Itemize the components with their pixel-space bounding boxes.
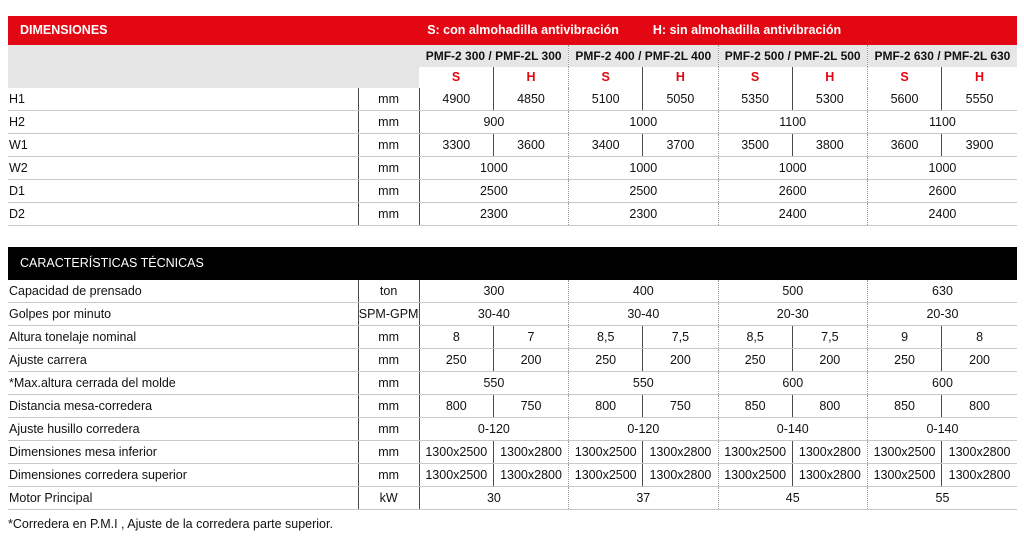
row-unit: ton	[358, 280, 419, 303]
row-label: Distancia mesa-corredera	[8, 395, 358, 418]
blank-header-cell	[358, 45, 419, 67]
row-label: Ajuste husillo corredera	[8, 418, 358, 441]
h-header: H	[643, 67, 718, 88]
value-cell: 800	[569, 395, 643, 418]
row-unit: mm	[358, 349, 419, 372]
table-row	[8, 280, 1017, 303]
table-row	[8, 464, 1017, 487]
value-cell: 5550	[942, 88, 1017, 111]
value-cell: 2400	[718, 203, 867, 226]
value-cell: 1300x2500	[718, 441, 792, 464]
h-header: H	[493, 67, 568, 88]
model-header: PMF-2 400 / PMF-2L 400	[569, 45, 718, 67]
value-cell: 500	[718, 280, 867, 303]
row-label: Capacidad de prensado	[8, 280, 358, 303]
row-unit: mm	[358, 441, 419, 464]
s-header: S	[867, 67, 941, 88]
value-cell: 300	[419, 280, 568, 303]
row-label: Motor Principal	[8, 487, 358, 510]
value-cell: 2400	[867, 203, 1017, 226]
value-cell: 1300x2500	[569, 464, 643, 487]
value-cell: 2300	[419, 203, 568, 226]
value-cell: 5100	[569, 88, 643, 111]
value-cell: 3500	[718, 134, 792, 157]
sh-legend	[419, 16, 1017, 45]
value-cell: 5600	[867, 88, 941, 111]
table-row	[8, 372, 1017, 395]
value-cell: 750	[643, 395, 718, 418]
row-label: W2	[8, 157, 358, 180]
value-cell: 250	[867, 349, 941, 372]
value-cell: 8	[419, 326, 493, 349]
value-cell: 600	[718, 372, 867, 395]
value-cell: 550	[569, 372, 718, 395]
row-label: Altura tonelaje nominal	[8, 326, 358, 349]
sh-header-row	[8, 67, 1017, 88]
value-cell: 1000	[419, 157, 568, 180]
table-row	[8, 88, 1017, 111]
row-unit: mm	[358, 418, 419, 441]
value-cell: 800	[419, 395, 493, 418]
value-cell: 1300x2500	[569, 441, 643, 464]
value-cell: 0-140	[867, 418, 1017, 441]
value-cell: 1000	[569, 111, 718, 134]
table-row	[8, 395, 1017, 418]
value-cell: 1000	[718, 157, 867, 180]
value-cell: 2600	[867, 180, 1017, 203]
value-cell: 750	[493, 395, 568, 418]
s-header: S	[569, 67, 643, 88]
dimensions-header-bar	[8, 16, 1017, 45]
value-cell: 8,5	[718, 326, 792, 349]
row-unit: mm	[358, 464, 419, 487]
value-cell: 1300x2500	[419, 464, 493, 487]
footnote: *Corredera en P.M.I , Ajuste de la corredera parte superior.	[8, 517, 333, 531]
s-header: S	[718, 67, 792, 88]
blank-header-cell	[8, 45, 358, 67]
value-cell: 30	[419, 487, 568, 510]
table-row	[8, 303, 1017, 326]
value-cell: 800	[792, 395, 867, 418]
technical-title: CARACTERÍSTICAS TÉCNICAS	[8, 247, 1017, 280]
value-cell: 200	[942, 349, 1017, 372]
dimensions-table	[8, 16, 1017, 226]
value-cell: 2500	[569, 180, 718, 203]
value-cell: 3300	[419, 134, 493, 157]
value-cell: 800	[942, 395, 1017, 418]
row-label: D2	[8, 203, 358, 226]
blank-header-cell	[358, 67, 419, 88]
technical-table	[8, 247, 1017, 510]
legend-s: S: con almohadilla antivibración	[427, 23, 619, 38]
value-cell: 1300x2800	[942, 464, 1017, 487]
model-header: PMF-2 500 / PMF-2L 500	[718, 45, 867, 67]
value-cell: 5350	[718, 88, 792, 111]
value-cell: 20-30	[718, 303, 867, 326]
table-row	[8, 326, 1017, 349]
blank-header-cell	[8, 67, 358, 88]
value-cell: 1000	[867, 157, 1017, 180]
value-cell: 1100	[867, 111, 1017, 134]
model-header: PMF-2 630 / PMF-2L 630	[867, 45, 1017, 67]
value-cell: 7,5	[792, 326, 867, 349]
table-row	[8, 349, 1017, 372]
value-cell: 200	[792, 349, 867, 372]
row-unit: kW	[358, 487, 419, 510]
value-cell: 8,5	[569, 326, 643, 349]
value-cell: 1300x2500	[867, 464, 941, 487]
value-cell: 600	[867, 372, 1017, 395]
h-header: H	[942, 67, 1017, 88]
value-cell: 1300x2800	[792, 441, 867, 464]
row-unit: mm	[358, 203, 419, 226]
value-cell: 850	[867, 395, 941, 418]
table-row	[8, 134, 1017, 157]
row-label: H1	[8, 88, 358, 111]
row-label: *Max.altura cerrada del molde	[8, 372, 358, 395]
row-label: Golpes por minuto	[8, 303, 358, 326]
row-unit: mm	[358, 88, 419, 111]
value-cell: 7	[493, 326, 568, 349]
value-cell: 3800	[792, 134, 867, 157]
value-cell: 3700	[643, 134, 718, 157]
value-cell: 1300x2500	[419, 441, 493, 464]
value-cell: 55	[867, 487, 1017, 510]
value-cell: 250	[419, 349, 493, 372]
value-cell: 2300	[569, 203, 718, 226]
value-cell: 1000	[569, 157, 718, 180]
value-cell: 400	[569, 280, 718, 303]
value-cell: 2600	[718, 180, 867, 203]
s-header: S	[419, 67, 493, 88]
row-unit: mm	[358, 326, 419, 349]
technical-rows	[8, 280, 1017, 510]
value-cell: 30-40	[569, 303, 718, 326]
table-row	[8, 418, 1017, 441]
row-label: D1	[8, 180, 358, 203]
table-row	[8, 203, 1017, 226]
row-label: Dimensiones corredera superior	[8, 464, 358, 487]
row-unit: SPM-GPM	[358, 303, 419, 326]
value-cell: 200	[643, 349, 718, 372]
value-cell: 900	[419, 111, 568, 134]
legend-h: H: sin almohadilla antivibración	[652, 23, 842, 38]
row-label: H2	[8, 111, 358, 134]
value-cell: 45	[718, 487, 867, 510]
value-cell: 200	[493, 349, 568, 372]
row-unit: mm	[358, 395, 419, 418]
value-cell: 550	[419, 372, 568, 395]
row-unit: mm	[358, 157, 419, 180]
value-cell: 8	[942, 326, 1017, 349]
value-cell: 3600	[867, 134, 941, 157]
value-cell: 250	[718, 349, 792, 372]
table-row	[8, 180, 1017, 203]
h-header: H	[792, 67, 867, 88]
value-cell: 1300x2800	[792, 464, 867, 487]
table-row	[8, 487, 1017, 510]
value-cell: 630	[867, 280, 1017, 303]
value-cell: 37	[569, 487, 718, 510]
row-label: Dimensiones mesa inferior	[8, 441, 358, 464]
technical-header-bar	[8, 247, 1017, 280]
row-label: Ajuste carrera	[8, 349, 358, 372]
value-cell: 30-40	[419, 303, 568, 326]
value-cell: 1300x2500	[718, 464, 792, 487]
value-cell: 20-30	[867, 303, 1017, 326]
value-cell: 0-140	[718, 418, 867, 441]
dimensions-title: DIMENSIONES	[8, 16, 419, 45]
row-label: W1	[8, 134, 358, 157]
row-unit: mm	[358, 372, 419, 395]
value-cell: 1300x2800	[493, 464, 568, 487]
value-cell: 1300x2800	[643, 441, 718, 464]
table-row	[8, 441, 1017, 464]
row-unit: mm	[358, 111, 419, 134]
value-cell: 850	[718, 395, 792, 418]
value-cell: 1300x2800	[942, 441, 1017, 464]
value-cell: 9	[867, 326, 941, 349]
value-cell: 4900	[419, 88, 493, 111]
model-header: PMF-2 300 / PMF-2L 300	[419, 45, 568, 67]
value-cell: 250	[569, 349, 643, 372]
value-cell: 2500	[419, 180, 568, 203]
value-cell: 1300x2800	[643, 464, 718, 487]
dimensions-rows	[8, 88, 1017, 226]
value-cell: 3600	[493, 134, 568, 157]
model-header-row	[8, 45, 1017, 67]
value-cell: 0-120	[419, 418, 568, 441]
value-cell: 0-120	[569, 418, 718, 441]
value-cell: 7,5	[643, 326, 718, 349]
value-cell: 1100	[718, 111, 867, 134]
value-cell: 3400	[569, 134, 643, 157]
value-cell: 1300x2800	[493, 441, 568, 464]
table-row	[8, 111, 1017, 134]
value-cell: 5300	[792, 88, 867, 111]
value-cell: 5050	[643, 88, 718, 111]
table-row	[8, 157, 1017, 180]
row-unit: mm	[358, 180, 419, 203]
row-unit: mm	[358, 134, 419, 157]
value-cell: 3900	[942, 134, 1017, 157]
value-cell: 4850	[493, 88, 568, 111]
value-cell: 1300x2500	[867, 441, 941, 464]
